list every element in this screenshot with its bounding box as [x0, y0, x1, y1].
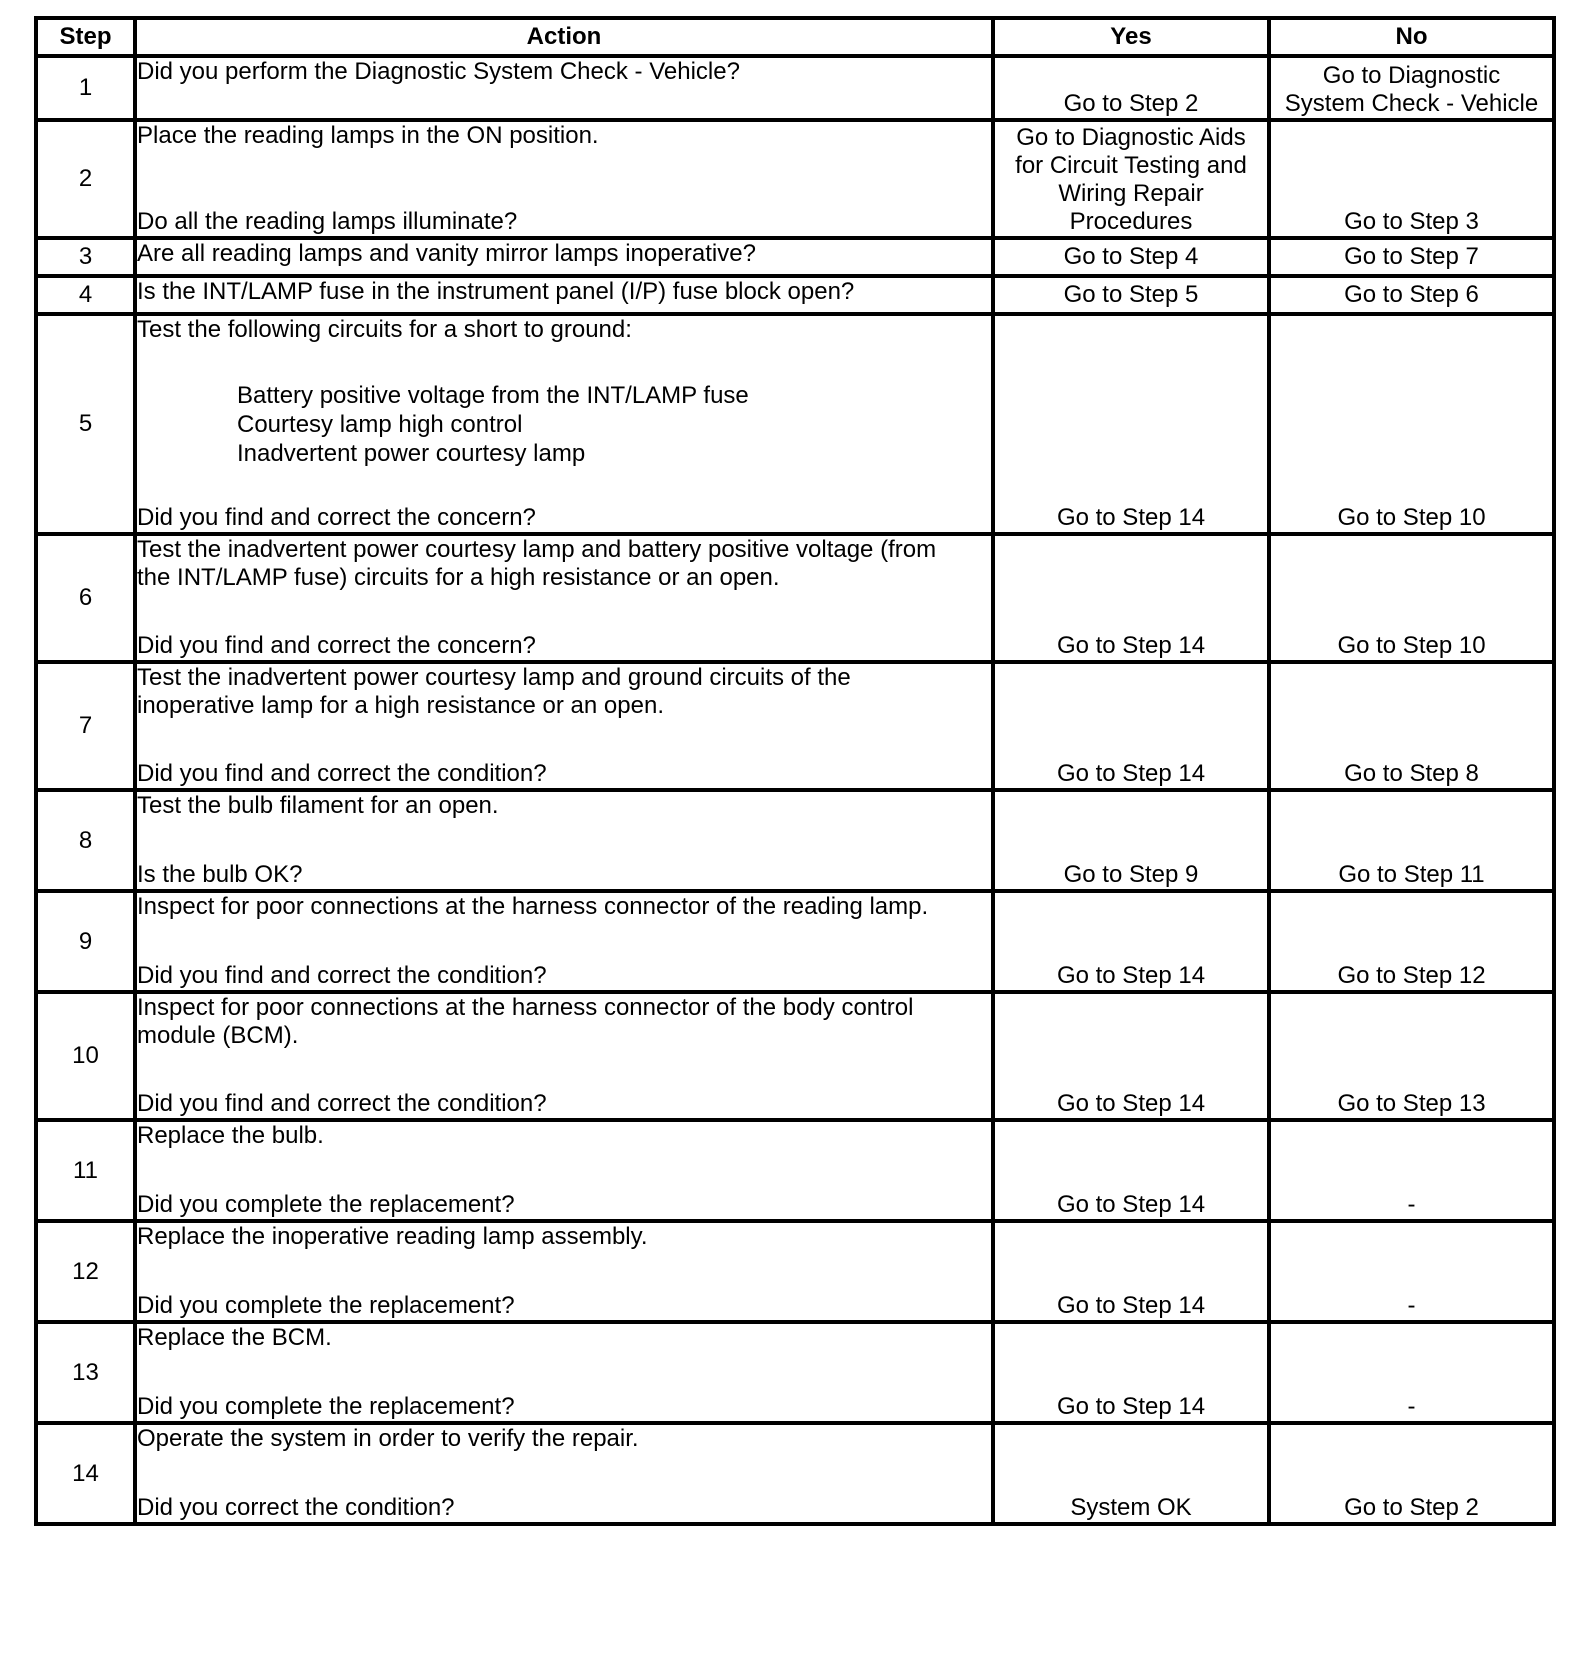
action-content — [137, 792, 991, 889]
action-content — [137, 664, 991, 788]
action-content — [137, 1425, 991, 1522]
step-number: 11 — [36, 1120, 135, 1221]
yes-text-line: Go to Step 14 — [1056, 504, 1206, 531]
table-row — [36, 1120, 1554, 1221]
no-result — [1269, 662, 1554, 790]
no-result — [1269, 276, 1554, 314]
action-cell — [135, 1221, 993, 1322]
no-result — [1269, 1221, 1554, 1322]
action-cell — [135, 534, 993, 662]
table-row — [36, 790, 1554, 891]
table-row — [36, 1423, 1554, 1524]
circuit-list-item: Inadvertent power courtesy lamp — [237, 439, 586, 467]
action-content — [137, 316, 991, 532]
action-question: Did you find and correct the condition? — [137, 760, 547, 787]
action-question: Did you correct the condition? — [137, 1494, 455, 1521]
table-body — [36, 56, 1554, 1524]
table-row — [36, 120, 1554, 238]
yes-text-line: Go to Step 14 — [1056, 1393, 1206, 1420]
action-instruction — [137, 1122, 991, 1150]
step-number: 5 — [36, 314, 135, 534]
yes-result — [993, 1221, 1269, 1322]
circuit-list — [137, 381, 991, 468]
action-instruction — [137, 278, 991, 306]
no-text-line: Go to Step 10 — [1337, 632, 1486, 659]
action-cell — [135, 1322, 993, 1423]
action-content — [137, 536, 991, 660]
yes-text-line: Procedures — [1069, 208, 1193, 235]
step-number: 10 — [36, 992, 135, 1120]
yes-result — [993, 790, 1269, 891]
table-row — [36, 56, 1554, 120]
action-cell — [135, 662, 993, 790]
action-text-line: Place the reading lamps in the ON position. — [137, 122, 599, 149]
header-yes: Yes — [993, 18, 1269, 56]
action-instruction — [137, 536, 991, 592]
yes-text-line: Wiring Repair — [1058, 180, 1204, 207]
table-row — [36, 1322, 1554, 1423]
action-content — [137, 122, 991, 236]
no-result — [1269, 1423, 1554, 1524]
no-text-line: Go to Step 6 — [1344, 281, 1479, 308]
yes-result — [993, 314, 1269, 534]
no-result — [1269, 891, 1554, 992]
step-number: 7 — [36, 662, 135, 790]
action-instruction — [137, 240, 991, 268]
table-row — [36, 238, 1554, 276]
no-result — [1269, 314, 1554, 534]
header-no: No — [1269, 18, 1554, 56]
action-text-line: Replace the inoperative reading lamp assembly. — [137, 1223, 648, 1250]
step-number: 3 — [36, 238, 135, 276]
action-content — [137, 1223, 991, 1320]
action-cell — [135, 891, 993, 992]
action-content — [137, 1324, 991, 1421]
header-row — [36, 18, 1554, 56]
action-cell — [135, 1423, 993, 1524]
action-text-line: Test the following circuits for a short to ground: — [137, 316, 632, 343]
action-text-line: Replace the bulb. — [137, 1122, 324, 1149]
action-text-line: Replace the BCM. — [137, 1324, 332, 1351]
action-text-line: Test the bulb filament for an open. — [137, 792, 499, 819]
no-text-line: Go to Step 13 — [1337, 1090, 1486, 1117]
yes-text-line: Go to Step 14 — [1056, 1191, 1206, 1218]
action-question: Did you complete the replacement? — [137, 1292, 515, 1319]
action-cell — [135, 992, 993, 1120]
circuit-list-item: Courtesy lamp high control — [237, 410, 523, 438]
yes-result — [993, 1322, 1269, 1423]
action-content — [137, 240, 991, 274]
action-question: Did you find and correct the condition? — [137, 962, 547, 989]
no-result — [1269, 120, 1554, 238]
action-text-line: Is the INT/LAMP fuse in the instrument panel (I/P) fuse block open? — [137, 278, 855, 305]
step-number: 12 — [36, 1221, 135, 1322]
action-text-line: Did you perform the Diagnostic System Check - Vehicle? — [137, 58, 740, 85]
action-instruction — [137, 122, 991, 150]
yes-text-line: Go to Step 5 — [1063, 281, 1199, 308]
no-result — [1269, 534, 1554, 662]
yes-text-line: Go to Step 9 — [1063, 861, 1199, 888]
step-number: 1 — [36, 56, 135, 120]
no-text-line: Go to Step 10 — [1337, 504, 1486, 531]
yes-result — [993, 1120, 1269, 1221]
action-content — [137, 893, 991, 990]
yes-text-line: Go to Step 14 — [1056, 1090, 1206, 1117]
action-cell — [135, 276, 993, 314]
yes-result — [993, 992, 1269, 1120]
action-question: Did you find and correct the concern? — [137, 504, 536, 531]
table-row — [36, 662, 1554, 790]
no-result — [1269, 790, 1554, 891]
step-number: 9 — [36, 891, 135, 992]
step-number: 2 — [36, 120, 135, 238]
action-text-line: Operate the system in order to verify the repair. — [137, 1425, 639, 1452]
yes-text-line: Go to Step 14 — [1056, 760, 1206, 787]
table-row — [36, 534, 1554, 662]
action-text-line: inoperative lamp for a high resistance or an open. — [137, 692, 664, 719]
action-instruction — [137, 1425, 991, 1453]
action-instruction — [137, 1324, 991, 1352]
table-row — [36, 314, 1554, 534]
action-instruction — [137, 792, 991, 820]
table-row — [36, 1221, 1554, 1322]
step-number: 14 — [36, 1423, 135, 1524]
action-question: Did you complete the replacement? — [137, 1191, 515, 1218]
no-text-line: System Check - Vehicle — [1284, 90, 1539, 117]
yes-text-line: Go to Step 4 — [1063, 243, 1199, 270]
header-action: Action — [135, 18, 993, 56]
action-text-line: module (BCM). — [137, 1022, 299, 1049]
no-text-line: Go to Step 3 — [1344, 208, 1479, 235]
action-instruction — [137, 58, 991, 86]
step-number: 8 — [36, 790, 135, 891]
yes-result — [993, 276, 1269, 314]
action-cell — [135, 56, 993, 120]
yes-text-line: System OK — [1070, 1494, 1192, 1521]
action-content — [137, 1122, 991, 1219]
yes-text-line: Go to Diagnostic Aids — [1016, 124, 1246, 151]
action-question: Did you complete the replacement? — [137, 1393, 515, 1420]
action-instruction — [137, 664, 991, 720]
yes-result — [993, 891, 1269, 992]
no-text-line: Go to Step 12 — [1337, 962, 1486, 989]
action-text-line: Test the inadvertent power courtesy lamp and ground circuits of the — [137, 664, 851, 691]
step-number: 6 — [36, 534, 135, 662]
action-cell — [135, 790, 993, 891]
no-text-line: Go to Step 2 — [1344, 1494, 1479, 1521]
no-text-line: Go to Diagnostic — [1322, 62, 1501, 89]
no-result — [1269, 238, 1554, 276]
no-result — [1269, 1120, 1554, 1221]
step-number: 4 — [36, 276, 135, 314]
yes-result — [993, 534, 1269, 662]
action-question: Do all the reading lamps illuminate? — [137, 208, 518, 235]
yes-text-line: for Circuit Testing and — [1015, 152, 1247, 179]
yes-text-line: Go to Step 14 — [1056, 1292, 1206, 1319]
no-text-line: Go to Step 11 — [1338, 861, 1485, 888]
action-cell — [135, 120, 993, 238]
diagnostic-table — [34, 16, 1556, 1526]
yes-result — [993, 1423, 1269, 1524]
action-cell — [135, 238, 993, 276]
action-text-line: Are all reading lamps and vanity mirror lamps inoperative? — [137, 240, 756, 267]
action-content — [137, 58, 991, 118]
action-question: Did you find and correct the concern? — [137, 632, 536, 659]
action-content — [137, 994, 991, 1118]
action-text-line: Inspect for poor connections at the harness connector of the body control — [137, 994, 914, 1021]
yes-text-line: Go to Step 14 — [1056, 962, 1206, 989]
action-instruction — [137, 1223, 991, 1251]
yes-text-line: Go to Step 14 — [1056, 632, 1206, 659]
no-text-line: - — [1407, 1191, 1416, 1218]
action-instruction — [137, 893, 991, 921]
no-result — [1269, 56, 1554, 120]
yes-result — [993, 120, 1269, 238]
header-step: Step — [36, 18, 135, 56]
no-result — [1269, 992, 1554, 1120]
table-row — [36, 891, 1554, 992]
action-question: Is the bulb OK? — [137, 861, 303, 888]
yes-result — [993, 238, 1269, 276]
action-text-line: Test the inadvertent power courtesy lamp and battery positive voltage (from — [137, 536, 937, 563]
action-cell — [135, 314, 993, 534]
no-text-line: - — [1407, 1393, 1416, 1420]
action-instruction — [137, 994, 991, 1050]
step-number: 13 — [36, 1322, 135, 1423]
no-text-line: Go to Step 7 — [1344, 243, 1479, 270]
action-content — [137, 278, 991, 312]
circuit-list-item: Battery positive voltage from the INT/LAMP fuse — [237, 381, 749, 409]
action-question: Did you find and correct the condition? — [137, 1090, 547, 1117]
no-text-line: Go to Step 8 — [1344, 760, 1479, 787]
action-cell — [135, 1120, 993, 1221]
table-row — [36, 992, 1554, 1120]
no-text-line: - — [1407, 1292, 1416, 1319]
yes-result — [993, 56, 1269, 120]
action-instruction — [137, 316, 991, 344]
yes-result — [993, 662, 1269, 790]
yes-text-line: Go to Step 2 — [1063, 90, 1199, 117]
table-row — [36, 276, 1554, 314]
action-text-line: the INT/LAMP fuse) circuits for a high resistance or an open. — [137, 564, 780, 591]
no-result — [1269, 1322, 1554, 1423]
action-text-line: Inspect for poor connections at the harness connector of the reading lamp. — [137, 893, 929, 920]
